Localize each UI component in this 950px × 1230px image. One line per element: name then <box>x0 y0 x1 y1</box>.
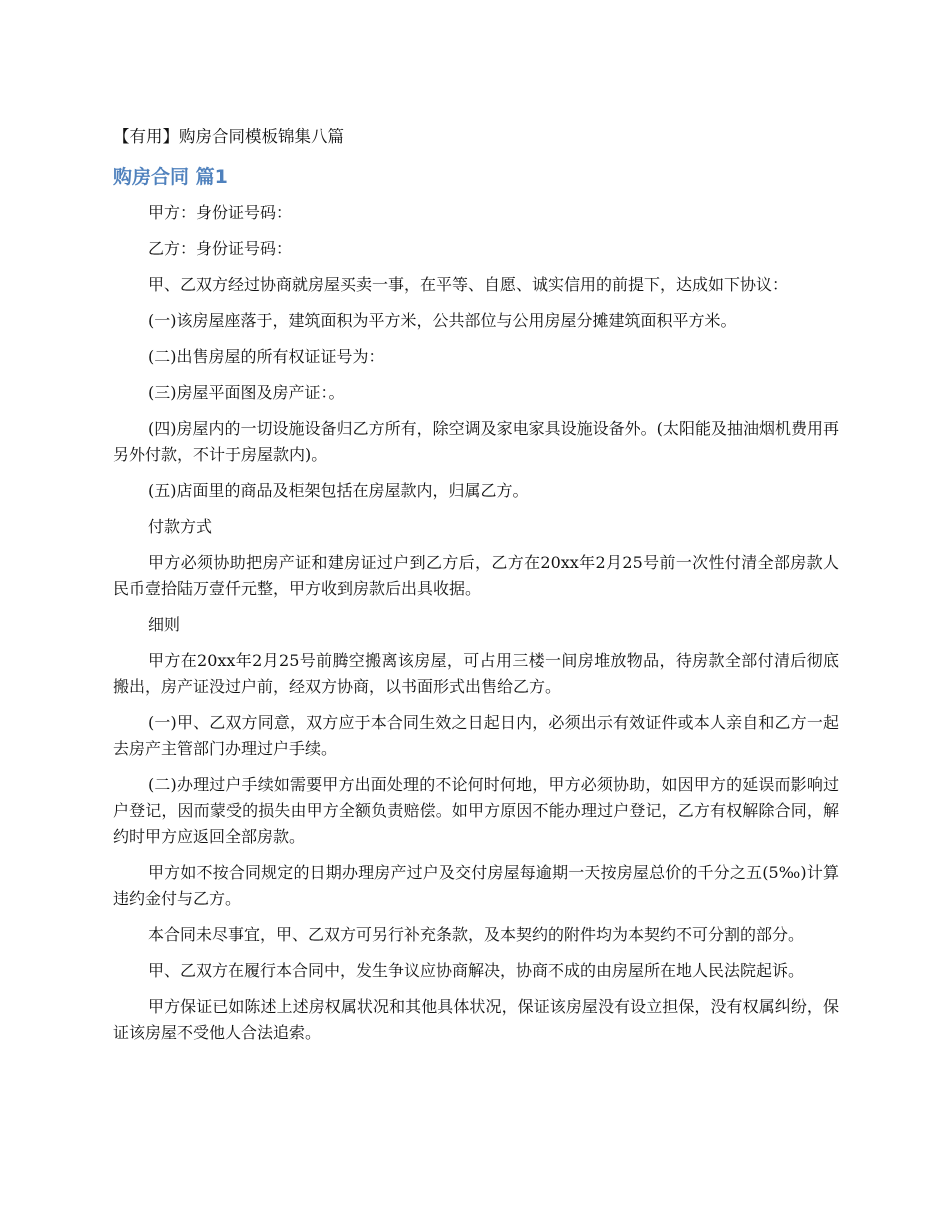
payment-method-heading: 付款方式 <box>148 517 213 536</box>
payment-method-paragraph: 甲方必须协助把房产证和建房证过户到乙方后，乙方在20xx年2月25号前一次性付清全部房款人民币壹拾陆万壹仟元整，甲方收到房款后出具收据。 <box>113 553 839 598</box>
guarantee-paragraph: 甲方保证已如陈述上述房权属状况和其他具体状况，保证该房屋没有设立担保，没有权属纠纷，保证该房屋不受他人合法追索。 <box>113 997 839 1042</box>
clause-1-location: (一)该房屋座落于，建筑面积为平方米，公共部位与公用房屋分摊建筑面积平方米。 <box>148 311 737 330</box>
clause-3-floor-plan: (三)房屋平面图及房产证：。 <box>148 383 345 402</box>
supplementary-terms-paragraph: 本合同未尽事宜，甲、乙双方可另行补充条款，及本契约的附件均为本契约不可分割的部分。 <box>148 925 805 944</box>
details-vacate-paragraph: 甲方在20xx年2月25号前腾空搬离该房屋，可占用三楼一间房堆放物品，待房款全部付清后彻底搬出，房产证没过户前，经双方协商，以书面形式出售给乙方。 <box>113 651 839 696</box>
dispute-paragraph: 甲、乙双方在履行本合同中，发生争议应协商解决，协商不成的由房屋所在地人民法院起诉。 <box>148 961 805 980</box>
details-clause-1-transfer: (一)甲、乙双方同意，双方应于本合同生效之日起日内，必须出示有效证件或本人亲自和乙方一起去房产主管部门办理过户手续。 <box>113 713 839 758</box>
clause-2-certificate: (二)出售房屋的所有权证证号为： <box>148 347 385 366</box>
section-heading: 购房合同 篇1 <box>113 166 228 188</box>
details-clause-2-delay: (二)办理过户手续如需要甲方出面处理的不论何时何地，甲方必须协助，如因甲方的延误而影响过户登记，因而蒙受的损失由甲方全额负责赔偿。如甲方原因不能办理过户登记，乙方有权解除合同，解约时甲方应返回全部房款。 <box>113 775 839 846</box>
clause-4-facilities: (四)房屋内的一切设施设备归乙方所有，除空调及家电家具设施设备外。(太阳能及抽油烟机费用再另外付款，不计于房屋款内)。 <box>113 419 839 464</box>
party-a-line: 甲方：身份证号码： <box>148 203 293 222</box>
document-body <box>113 200 839 1056</box>
party-b-line: 乙方：身份证号码： <box>148 239 293 258</box>
agreement-intro-paragraph: 甲、乙双方经过协商就房屋买卖一事，在平等、自愿、诚实信用的前提下，达成如下协议： <box>148 275 789 294</box>
document-title: 【有用】购房合同模板锦集八篇 <box>113 127 344 146</box>
details-heading: 细则 <box>148 615 181 634</box>
clause-5-goods: (五)店面里的商品及柜架包括在房屋款内，归属乙方。 <box>148 481 529 500</box>
penalty-paragraph: 甲方如不按合同规定的日期办理房产过户及交付房屋每逾期一天按房屋总价的千分之五(5‰)计算违约金付与乙方。 <box>113 863 839 908</box>
